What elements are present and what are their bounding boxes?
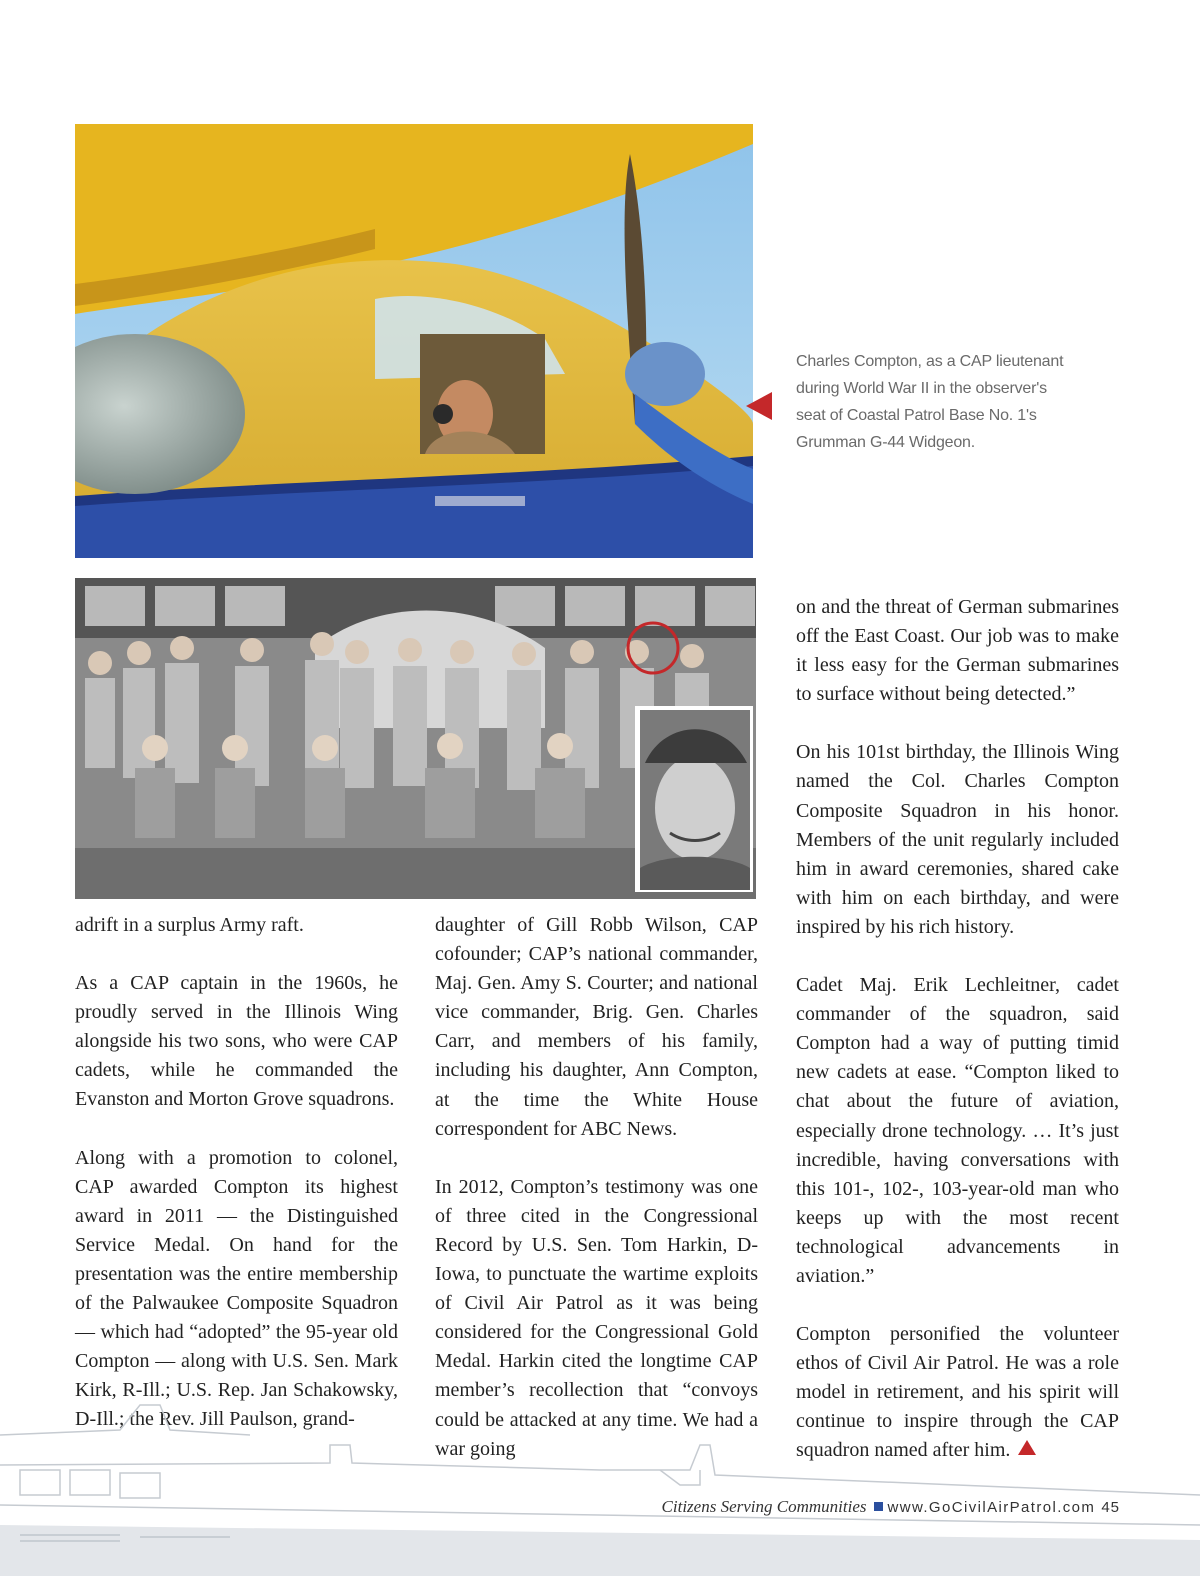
paragraph: As a CAP captain in the 1960s, he proudly served in the Illinois Wing alongside his two sons, who were CAP cadets, while he commanded the Evanston and Morton Grove squadrons. xyxy=(75,972,398,1111)
final-paragraph xyxy=(796,1320,1119,1465)
footer-tagline: Citizens Serving Communities xyxy=(661,1497,867,1516)
caption-pointer-icon xyxy=(746,392,772,420)
footer-url[interactable]: www.GoCivilAirPatrol.com xyxy=(887,1499,1096,1516)
photo-compton-in-widgeon xyxy=(75,124,753,558)
page-footer xyxy=(560,1497,1120,1517)
paragraph: In 2012, Compton’s testimony was one of three cited in the Congressional Record by U.S. Sen. Tom Harkin, D-Iowa, to punctuate the wartime exploits of Civil Air Patrol as it was being considered for the Congressional Gold Medal. Harkin cited the longtime CAP member’s recollection that “convoys could be attacked at any time. We had a war going xyxy=(435,1175,758,1460)
paragraph: on and the threat of German submarines off the East Coast. Our job was to make it less easy for the German submarines to surface without being detected.” xyxy=(796,596,1119,706)
text-column-1 xyxy=(75,911,398,1435)
caption-line: during World War II in the observer's xyxy=(796,380,1047,397)
footer-separator-icon xyxy=(874,1502,883,1511)
paragraph: On his 101st birthday, the Illinois Wing named the Col. Charles Compton Composite Squadron in his honor. Members of the unit regularly included him in award ceremonies, shared cake with him on each birthday, and were inspired by his rich history. xyxy=(796,741,1119,938)
text-column-3 xyxy=(796,593,1119,1466)
caption-line: seat of Coastal Patrol Base No. 1's xyxy=(796,407,1037,424)
paragraph: Cadet Maj. Erik Lechleitner, cadet commander of the squadron, said Compton had a way of putting timid new cadets at ease. “Compton liked to chat about the future of aviation, especially drone technology. … It’s just incredible, having conversations with this 101-, 102-, 103-year-old man who keeps up with the most recent technological advancements in aviation.” xyxy=(796,974,1119,1287)
caption-line: Charles Compton, as a CAP lieutenant xyxy=(796,353,1064,370)
caption-line: Grumman G-44 Widgeon. xyxy=(796,434,975,451)
page-number: 45 xyxy=(1101,1499,1120,1516)
photo-group-portrait xyxy=(75,578,756,899)
paragraph: adrift in a surplus Army raft. xyxy=(75,914,304,936)
paragraph-text: Compton personified the volunteer ethos of Civil Air Patrol. He was a role model in retirement, and his spirit will continue to inspire through the CAP squadron named after him. xyxy=(796,1323,1119,1462)
text-column-2 xyxy=(435,911,758,1464)
paragraph: Along with a promotion to colonel, CAP awarded Compton its highest award in 2011 — the Distinguished Service Medal. On hand for the presentation was the entire membership of the Palwaukee Composite Squadron — which had “adopted” the 95-year old Compton — along with U.S. Sen. Mark Kirk, R-Ill.; U.S. Rep. Jan Schakowsky, D-Ill.; the Rev. Jill Paulson, grand- xyxy=(75,1146,398,1431)
paragraph: daughter of Gill Robb Wilson, CAP cofounder; CAP’s national commander, Maj. Gen. Amy S. Courter; and national vice commander, Brig. Gen. Charles Carr, and members of his family, including his daughter, Ann Compton, at the time the White House correspondent for ABC News. xyxy=(435,914,758,1140)
photo-caption xyxy=(796,348,1096,456)
end-of-article-icon xyxy=(1018,1440,1036,1455)
